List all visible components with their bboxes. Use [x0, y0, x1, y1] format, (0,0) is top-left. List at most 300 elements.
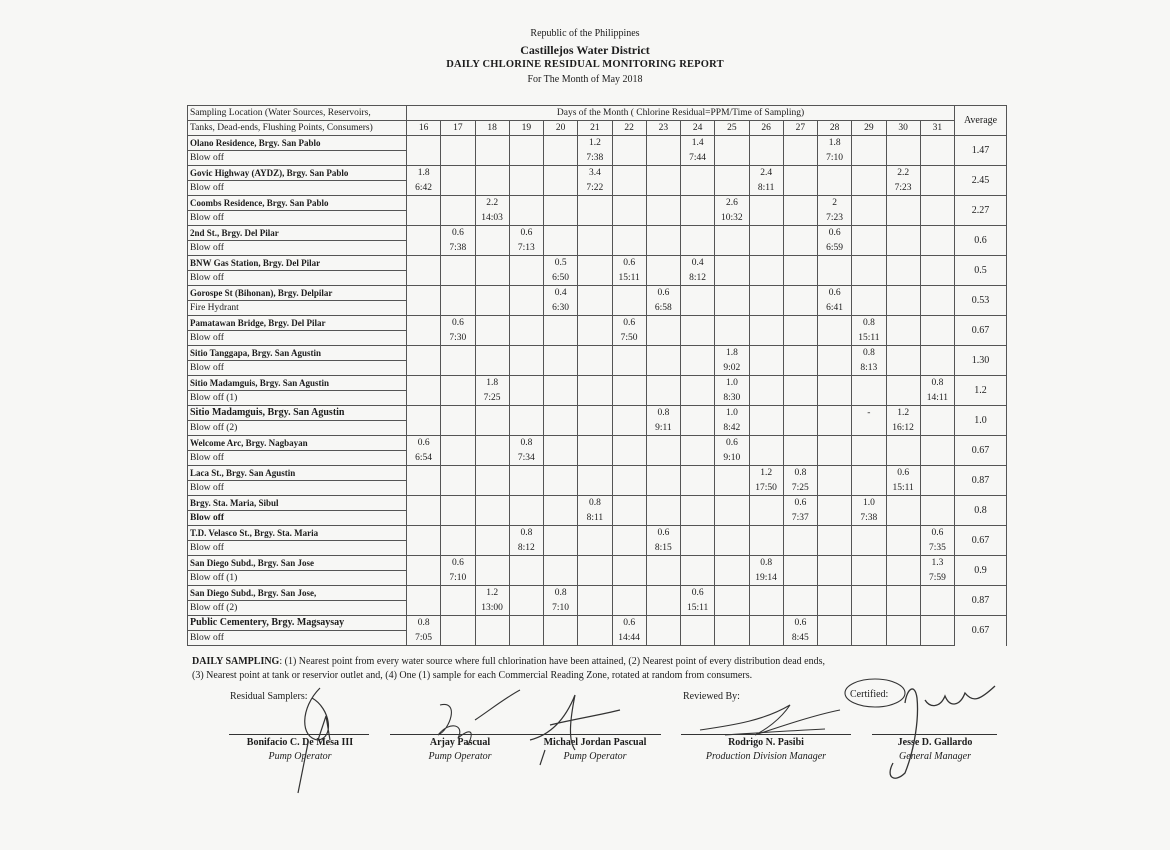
- sampling-time: [681, 451, 715, 466]
- table-row: [188, 466, 1007, 481]
- sampling-time: [783, 451, 817, 466]
- average-value: 0.9: [955, 556, 1007, 586]
- residual-value: [749, 136, 783, 151]
- sampling-time: [407, 481, 441, 496]
- residual-value: [886, 256, 920, 271]
- sampling-time: [783, 301, 817, 316]
- sampling-time: [509, 601, 543, 616]
- sampling-point-type: Blow off: [188, 631, 407, 646]
- sampling-time: [749, 361, 783, 376]
- location-name: Public Cementery, Brgy. Magsaysay: [188, 616, 407, 631]
- sampling-time: [441, 211, 475, 226]
- residual-value: [681, 376, 715, 391]
- sampling-time: [783, 331, 817, 346]
- sampling-time: [578, 241, 612, 256]
- sampling-point-type: Fire Hydrant: [188, 301, 407, 316]
- sampling-time: [612, 241, 646, 256]
- residual-value: [749, 226, 783, 241]
- residual-value: [475, 466, 509, 481]
- sampling-point-type: Blow off: [188, 361, 407, 376]
- residual-value: 0.6: [783, 616, 817, 631]
- average-value: 0.87: [955, 466, 1007, 496]
- sampling-time: [475, 421, 509, 436]
- sampling-time: [681, 391, 715, 406]
- sampling-time: [646, 271, 680, 286]
- residual-value: [681, 556, 715, 571]
- sampling-time: [544, 181, 578, 196]
- sampling-time: [852, 151, 886, 166]
- residual-value: [578, 556, 612, 571]
- residual-value: [920, 436, 954, 451]
- sampling-time: 9:10: [715, 451, 749, 466]
- residual-value: 0.8: [749, 556, 783, 571]
- residual-value: [681, 406, 715, 421]
- residual-value: [578, 316, 612, 331]
- sampling-time: [852, 481, 886, 496]
- report-title: DAILY CHLORINE RESIDUAL MONITORING REPORT: [446, 59, 724, 70]
- report-month: For The Month of May 2018: [527, 74, 643, 85]
- sampling-time: [544, 481, 578, 496]
- residual-value: [544, 346, 578, 361]
- sampling-point-type: Blow off: [188, 331, 407, 346]
- residual-value: [475, 496, 509, 511]
- table-row: [188, 616, 1007, 631]
- average-value: 0.67: [955, 316, 1007, 346]
- sampling-time: 10:32: [715, 211, 749, 226]
- residual-value: [578, 256, 612, 271]
- residual-value: 1.2: [475, 586, 509, 601]
- sampling-time: [612, 511, 646, 526]
- average-value: 1.47: [955, 136, 1007, 166]
- residual-value: [783, 346, 817, 361]
- table-row: [188, 436, 1007, 451]
- sampling-time: [475, 241, 509, 256]
- residual-value: [818, 316, 852, 331]
- sampling-time: [509, 331, 543, 346]
- residual-value: 1.0: [852, 496, 886, 511]
- average-value: 0.53: [955, 286, 1007, 316]
- sampling-time: [681, 241, 715, 256]
- sampling-time: [886, 301, 920, 316]
- location-name: 2nd St., Brgy. Del Pilar: [188, 226, 407, 241]
- table-row: [188, 196, 1007, 211]
- table-row: [188, 271, 1007, 286]
- sampling-point-type: Blow off: [188, 511, 407, 526]
- sampling-time: [646, 331, 680, 346]
- residual-value: [886, 616, 920, 631]
- signature-scribble-4: [695, 695, 845, 745]
- sampling-time: [509, 481, 543, 496]
- residual-value: 1.2: [886, 406, 920, 421]
- residual-value: 0.6: [509, 226, 543, 241]
- residual-value: [441, 436, 475, 451]
- residual-value: [475, 616, 509, 631]
- residual-value: [749, 286, 783, 301]
- residual-value: [749, 376, 783, 391]
- sampling-time: [818, 271, 852, 286]
- sampling-time: [509, 631, 543, 646]
- residual-value: [920, 226, 954, 241]
- sampling-time: 7:38: [852, 511, 886, 526]
- sampling-time: [646, 241, 680, 256]
- residual-value: 0.6: [441, 316, 475, 331]
- residual-value: [509, 166, 543, 181]
- residual-value: 0.8: [407, 616, 441, 631]
- residual-value: [612, 286, 646, 301]
- residual-value: 0.4: [681, 256, 715, 271]
- location-name: BNW Gas Station, Brgy. Del Pilar: [188, 256, 407, 271]
- residual-value: [612, 406, 646, 421]
- sampling-time: [544, 151, 578, 166]
- residual-value: [783, 136, 817, 151]
- sampling-time: 7:05: [407, 631, 441, 646]
- residual-value: [646, 196, 680, 211]
- sampling-time: [852, 271, 886, 286]
- sampling-time: [407, 601, 441, 616]
- residual-value: [509, 616, 543, 631]
- sampling-time: 7:10: [441, 571, 475, 586]
- sampling-time: [646, 601, 680, 616]
- residual-value: [475, 286, 509, 301]
- sampling-time: [886, 211, 920, 226]
- sampling-time: [715, 601, 749, 616]
- sampling-time: 19:14: [749, 571, 783, 586]
- table-row: [188, 286, 1007, 301]
- residual-value: [544, 316, 578, 331]
- location-name: Welcome Arc, Brgy. Nagbayan: [188, 436, 407, 451]
- residual-value: [818, 526, 852, 541]
- sampling-note-text-1: : (1) Nearest point from every water source where full chlorination have been attained, (2) Nearest point of every distribution dead ends,: [279, 656, 825, 667]
- residual-value: [578, 226, 612, 241]
- day-header-cell: 19: [509, 121, 543, 136]
- sampling-point-type: Blow off: [188, 271, 407, 286]
- sampling-time: [509, 421, 543, 436]
- sampling-point-type: Blow off: [188, 541, 407, 556]
- residual-value: [407, 316, 441, 331]
- residual-value: [749, 526, 783, 541]
- table-row: [188, 331, 1007, 346]
- sampling-time: [886, 541, 920, 556]
- residual-value: 0.8: [544, 586, 578, 601]
- district-name: Castillejos Water District: [520, 43, 650, 57]
- residual-value: 0.8: [646, 406, 680, 421]
- residual-value: [612, 586, 646, 601]
- residual-value: [441, 136, 475, 151]
- residual-value: [920, 316, 954, 331]
- sampling-time: [441, 181, 475, 196]
- sampling-time: [920, 241, 954, 256]
- residual-value: [783, 526, 817, 541]
- residual-value: [441, 286, 475, 301]
- sampling-time: [544, 241, 578, 256]
- table-row: [188, 571, 1007, 586]
- residual-value: [646, 466, 680, 481]
- sampling-time: 9:11: [646, 421, 680, 436]
- sampling-time: [852, 601, 886, 616]
- sampling-time: [475, 181, 509, 196]
- sampling-time: [681, 541, 715, 556]
- sampling-time: [407, 511, 441, 526]
- sampling-time: [441, 541, 475, 556]
- residual-value: [407, 256, 441, 271]
- sampling-time: [818, 511, 852, 526]
- sampling-time: [715, 481, 749, 496]
- residual-value: [407, 466, 441, 481]
- sampling-time: [544, 361, 578, 376]
- residual-value: [544, 616, 578, 631]
- residual-value: [681, 166, 715, 181]
- sampling-time: [646, 451, 680, 466]
- sampling-note-label: DAILY SAMPLING: [192, 656, 280, 667]
- residual-value: [920, 496, 954, 511]
- residual-value: [441, 406, 475, 421]
- sampling-time: [441, 511, 475, 526]
- location-name: Sitio Madamguis, Brgy. San Agustin: [188, 406, 407, 421]
- sampling-point-type: Blow off: [188, 151, 407, 166]
- sampling-time: [852, 631, 886, 646]
- residual-samplers-label: Residual Samplers:: [230, 691, 308, 702]
- sampling-time: [578, 271, 612, 286]
- sampling-time: 8:13: [852, 361, 886, 376]
- sampling-time: [407, 421, 441, 436]
- sampling-time: [783, 601, 817, 616]
- residual-value: [407, 586, 441, 601]
- residual-value: [886, 586, 920, 601]
- residual-value: [544, 406, 578, 421]
- sampling-time: [886, 631, 920, 646]
- residual-value: [612, 346, 646, 361]
- residual-value: [509, 136, 543, 151]
- sampling-time: [578, 451, 612, 466]
- residual-value: [544, 556, 578, 571]
- residual-value: [886, 286, 920, 301]
- sampling-time: 8:15: [646, 541, 680, 556]
- sampling-time: [681, 361, 715, 376]
- residual-value: [715, 466, 749, 481]
- average-value: 1.0: [955, 406, 1007, 436]
- sampling-time: [783, 361, 817, 376]
- residual-value: [509, 496, 543, 511]
- residual-value: [646, 376, 680, 391]
- sampling-time: 6:54: [407, 451, 441, 466]
- sampling-time: [715, 631, 749, 646]
- average-value: 1.30: [955, 346, 1007, 376]
- sampling-time: [544, 391, 578, 406]
- residual-value: [441, 376, 475, 391]
- sampling-point-type: Blow off (1): [188, 571, 407, 586]
- residual-value: 0.8: [783, 466, 817, 481]
- residual-value: [612, 436, 646, 451]
- day-header-cell: 22: [612, 121, 646, 136]
- sampling-time: [886, 391, 920, 406]
- residual-value: [646, 556, 680, 571]
- residual-value: [920, 466, 954, 481]
- residual-value: [920, 256, 954, 271]
- residual-value: [544, 466, 578, 481]
- sampling-time: 15:11: [681, 601, 715, 616]
- residual-value: [612, 526, 646, 541]
- sampling-time: 7:13: [509, 241, 543, 256]
- sampling-time: [920, 451, 954, 466]
- sampling-time: [578, 331, 612, 346]
- sampling-time: [681, 481, 715, 496]
- residual-value: [749, 346, 783, 361]
- residual-value: [646, 496, 680, 511]
- residual-value: [407, 526, 441, 541]
- residual-value: [407, 286, 441, 301]
- sampling-time: [475, 151, 509, 166]
- signatory-name-5: Jesse D. Gallardo: [897, 737, 973, 748]
- sampling-time: 7:38: [441, 241, 475, 256]
- residual-value: [715, 526, 749, 541]
- residual-value: [509, 286, 543, 301]
- sampling-time: [407, 391, 441, 406]
- table-row: [188, 451, 1007, 466]
- sampling-time: [578, 631, 612, 646]
- day-header-cell: 26: [749, 121, 783, 136]
- sampling-time: 7:37: [783, 511, 817, 526]
- sampling-time: [441, 151, 475, 166]
- residual-value: [715, 286, 749, 301]
- sampling-time: [475, 481, 509, 496]
- signature-scribble-3: [520, 680, 630, 770]
- sampling-time: 15:11: [612, 271, 646, 286]
- sampling-time: [852, 301, 886, 316]
- residual-value: [886, 436, 920, 451]
- day-header-cell: 17: [441, 121, 475, 136]
- day-header-cell: 16: [407, 121, 441, 136]
- sampling-time: [749, 241, 783, 256]
- sampling-time: [612, 601, 646, 616]
- sampling-time: [818, 541, 852, 556]
- average-header: Average: [955, 106, 1007, 136]
- table-body: [188, 136, 1007, 646]
- table-row: [188, 556, 1007, 571]
- sampling-time: [715, 271, 749, 286]
- sampling-time: [475, 331, 509, 346]
- sampling-time: [715, 511, 749, 526]
- table-row: [188, 241, 1007, 256]
- sampling-time: [509, 181, 543, 196]
- sampling-time: [920, 481, 954, 496]
- residual-value: [886, 376, 920, 391]
- residual-value: [407, 496, 441, 511]
- sampling-time: 7:30: [441, 331, 475, 346]
- sampling-time: [920, 151, 954, 166]
- residual-value: [715, 256, 749, 271]
- sampling-time: [886, 361, 920, 376]
- day-header-cell: 29: [852, 121, 886, 136]
- table-row: [188, 391, 1007, 406]
- sampling-time: [578, 571, 612, 586]
- signatory-name-1: Bonifacio C. De Mesa III: [246, 737, 354, 748]
- residual-value: 1.3: [920, 556, 954, 571]
- day-header-cell: 30: [886, 121, 920, 136]
- sampling-time: [681, 331, 715, 346]
- residual-value: [681, 436, 715, 451]
- sampling-time: [749, 211, 783, 226]
- sampling-time: [509, 271, 543, 286]
- sampling-time: [544, 511, 578, 526]
- sampling-time: [749, 271, 783, 286]
- sampling-time: [475, 541, 509, 556]
- location-name: San Diego Subd., Brgy. San Jose,: [188, 586, 407, 601]
- sampling-time: [441, 391, 475, 406]
- residual-value: 0.6: [818, 286, 852, 301]
- residual-value: [646, 316, 680, 331]
- residual-value: 1.8: [475, 376, 509, 391]
- residual-value: [749, 436, 783, 451]
- residual-value: 2.2: [886, 166, 920, 181]
- sampling-time: [612, 301, 646, 316]
- residual-value: [509, 556, 543, 571]
- residual-value: [646, 346, 680, 361]
- average-value: 0.67: [955, 616, 1007, 646]
- sampling-time: [475, 361, 509, 376]
- residual-value: [612, 196, 646, 211]
- sampling-time: [852, 421, 886, 436]
- residual-value: [475, 226, 509, 241]
- residual-value: [475, 166, 509, 181]
- average-value: 1.2: [955, 376, 1007, 406]
- sampling-time: [612, 361, 646, 376]
- sampling-note-line-1: [192, 656, 825, 667]
- sampling-time: 15:11: [886, 481, 920, 496]
- sampling-time: [407, 211, 441, 226]
- sampling-time: 7:25: [475, 391, 509, 406]
- sampling-time: [646, 181, 680, 196]
- residual-value: [612, 466, 646, 481]
- residual-value: 1.8: [407, 166, 441, 181]
- sampling-time: 8:45: [783, 631, 817, 646]
- residual-value: [441, 196, 475, 211]
- residual-value: [818, 496, 852, 511]
- sampling-time: [715, 571, 749, 586]
- location-name: T.D. Velasco St., Brgy. Sta. Maria: [188, 526, 407, 541]
- residual-value: [886, 196, 920, 211]
- sampling-time: [852, 541, 886, 556]
- residual-value: [852, 616, 886, 631]
- sampling-point-type: Blow off: [188, 451, 407, 466]
- residual-value: [509, 466, 543, 481]
- sampling-time: [681, 181, 715, 196]
- sampling-time: [475, 451, 509, 466]
- sampling-time: 6:41: [818, 301, 852, 316]
- residual-value: 3.4: [578, 166, 612, 181]
- residual-value: [852, 376, 886, 391]
- residual-value: [749, 316, 783, 331]
- sampling-time: 8:30: [715, 391, 749, 406]
- table-row: [188, 211, 1007, 226]
- residual-value: [509, 256, 543, 271]
- residual-value: [852, 196, 886, 211]
- sampling-point-type: Blow off (2): [188, 421, 407, 436]
- sampling-time: [509, 301, 543, 316]
- table-row: [188, 601, 1007, 616]
- sampling-time: [509, 151, 543, 166]
- sampling-time: [886, 331, 920, 346]
- sampling-time: [818, 631, 852, 646]
- sampling-time: 15:11: [852, 331, 886, 346]
- signatory-role-4: Production Division Manager: [705, 751, 827, 762]
- table-row: [188, 181, 1007, 196]
- sampling-time: [509, 511, 543, 526]
- sampling-time: [612, 481, 646, 496]
- residual-value: [852, 136, 886, 151]
- sampling-time: [544, 451, 578, 466]
- sampling-time: [407, 271, 441, 286]
- residual-value: [646, 256, 680, 271]
